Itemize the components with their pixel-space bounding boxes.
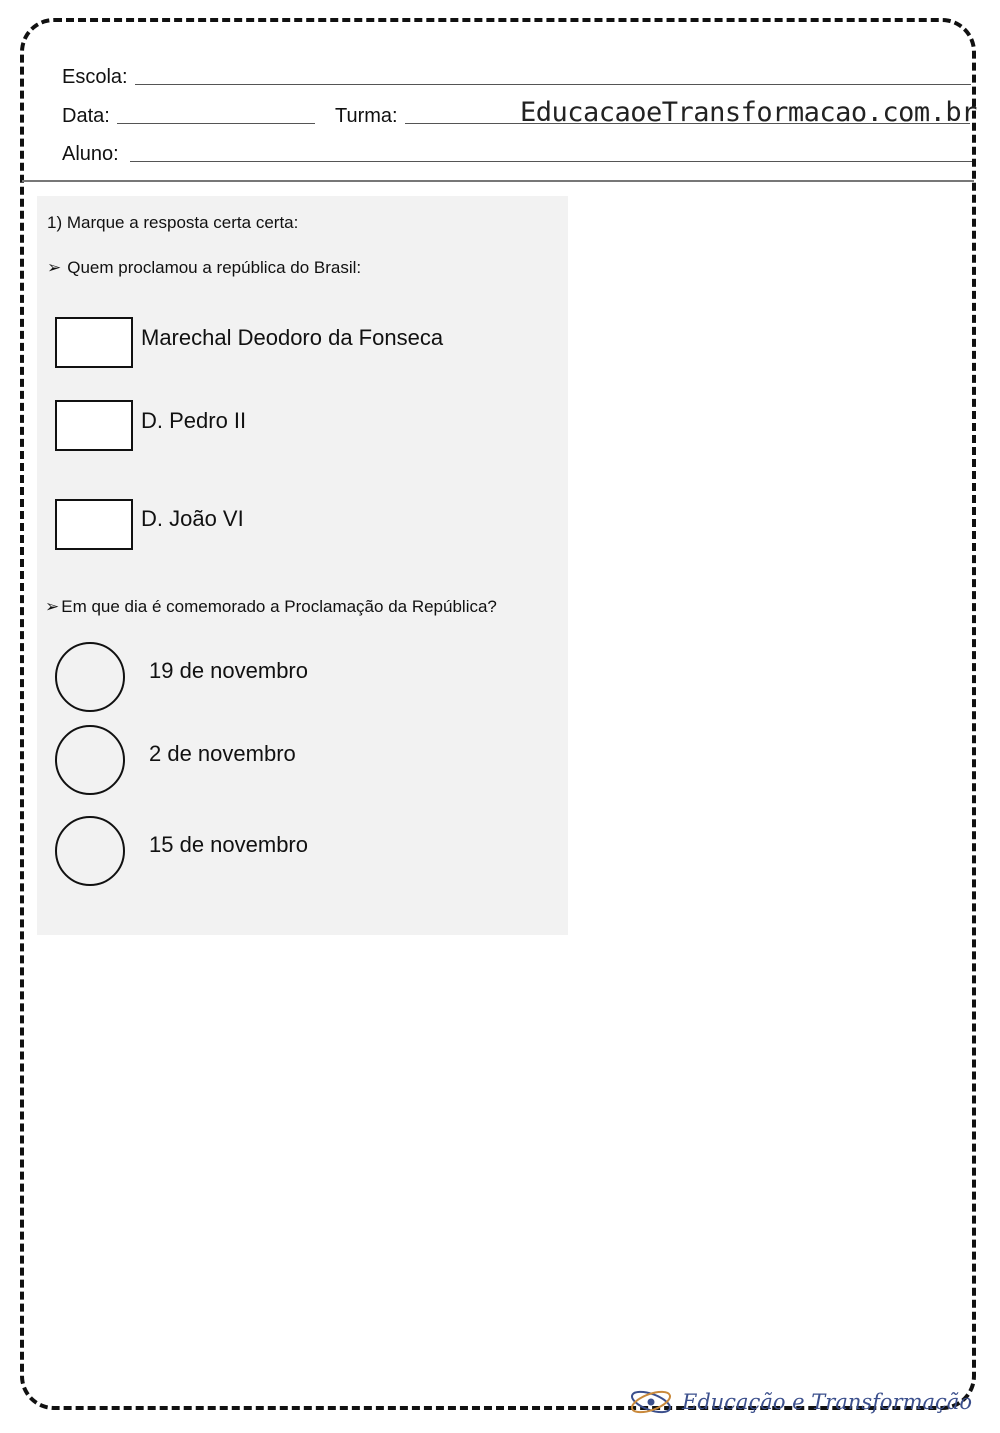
student-label: Aluno: xyxy=(62,143,119,165)
question-2-text: Em que dia é comemorado a Proclamação da República? xyxy=(61,597,497,616)
option-label: D. Pedro II xyxy=(141,408,247,433)
option-label: 15 de novembro xyxy=(149,832,308,857)
exercise-box xyxy=(37,196,568,935)
question-1-text: Quem proclamou a república do Brasil: xyxy=(67,258,362,277)
website-watermark: EducacaoeTransformacao.com.br xyxy=(520,97,977,128)
school-label: Escola: xyxy=(62,66,128,88)
option-label: D. João VI xyxy=(141,506,244,531)
option-label: Marechal Deodoro da Fonseca xyxy=(141,325,444,350)
footer-logo xyxy=(628,1385,972,1419)
radio-option-2[interactable] xyxy=(55,725,125,795)
date-label: Data: xyxy=(62,105,110,127)
date-line xyxy=(117,123,315,124)
option-label: 19 de novembro xyxy=(149,658,308,683)
radio-option-1[interactable] xyxy=(55,642,125,712)
question-1 xyxy=(47,258,361,278)
checkbox-option-2[interactable] xyxy=(55,400,133,451)
exercise-title: 1) Marque a resposta certa certa: xyxy=(47,213,299,232)
option-label: 2 de novembro xyxy=(149,741,296,766)
class-label: Turma: xyxy=(335,105,398,127)
header-separator xyxy=(22,180,974,182)
arrow-icon: ➢ xyxy=(47,258,62,277)
radio-option-3[interactable] xyxy=(55,816,125,886)
arrow-icon: ➢ xyxy=(45,597,60,616)
student-line xyxy=(130,161,972,162)
question-2 xyxy=(45,597,497,617)
atom-logo-icon xyxy=(628,1385,674,1419)
checkbox-option-1[interactable] xyxy=(55,317,133,368)
checkbox-option-3[interactable] xyxy=(55,499,133,550)
footer-brand: Educação e Transformação xyxy=(682,1390,972,1414)
school-line xyxy=(135,84,971,85)
